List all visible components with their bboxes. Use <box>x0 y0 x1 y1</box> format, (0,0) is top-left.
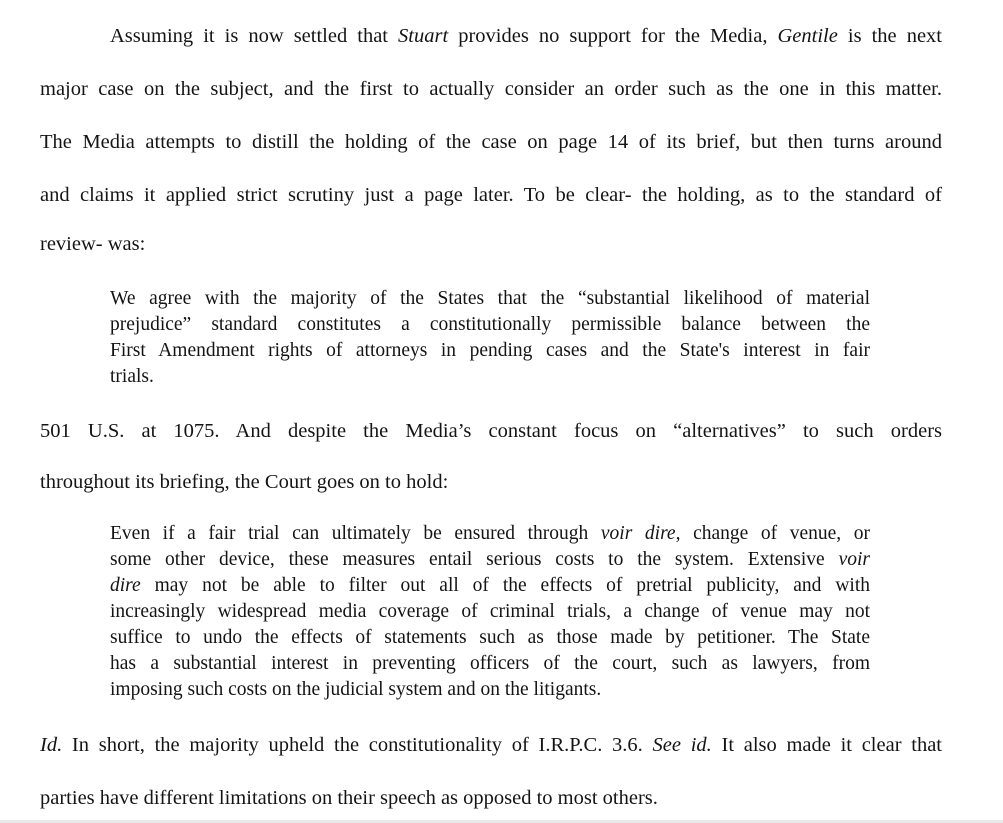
block-quote-2-line-7: imposing such costs on the judicial system and on the litigants. <box>110 679 602 700</box>
text-run: is the next <box>837 25 942 47</box>
case-name-gentile: Gentile <box>777 25 838 47</box>
paragraph-1-line-3: The Media attempts to distill the holding of the case on page 14 of its brief, but then turns around <box>40 131 942 153</box>
text-run: provides no support for the Media, <box>448 25 778 47</box>
block-quote-1-line-1: We agree with the majority of the States that the “substantial likelihood of material <box>110 288 870 309</box>
text-run: Assuming it is now settled that <box>110 25 399 47</box>
block-quote-2-line-3 <box>110 573 870 599</box>
paragraph-2-line-1: 501 U.S. at 1075. And despite the Media’s constant focus on “alternatives” to such orders <box>40 420 942 442</box>
paragraph-1-line-2: major case on the subject, and the first to actually consider an order such as the one in this matter. <box>40 78 942 100</box>
paragraph-1-line-4: and claims it applied strict scrutiny just a page later. To be clear- the holding, as to the standard of <box>40 184 942 206</box>
term-voir: voir <box>838 549 870 570</box>
block-quote-1-line-2: prejudice” standard constitutes a constitutionally permissible balance between the <box>110 314 870 335</box>
text-run: In short, the majority upheld the constitutionality of I.R.P.C. 3.6. <box>62 734 653 756</box>
block-quote-2-line-2 <box>110 547 870 573</box>
paragraph-3-line-2: parties have different limitations on their speech as opposed to most others. <box>40 787 658 809</box>
text-run: Even if a fair trial can ultimately be ensured through <box>110 523 601 544</box>
citation-id: Id. <box>40 734 63 756</box>
text-run: change of venue, or <box>680 523 870 544</box>
block-quote-2-line-6: has a substantial interest in preventing officers of the court, such as lawyers, from <box>110 653 870 674</box>
block-quote-2-line-5: suffice to undo the effects of statements such as those made by petitioner. The State <box>110 627 870 648</box>
block-quote-2-line-4: increasingly widespread media coverage of criminal trials, a change of venue may not <box>110 601 870 622</box>
term-voir-dire: voir dire, <box>600 523 681 544</box>
term-dire: dire <box>110 575 141 596</box>
text-run: may not be able to filter out all of the effects of pretrial publicity, and with <box>140 575 870 596</box>
paragraph-3-line-1 <box>40 732 942 758</box>
block-quote-1-line-3: First Amendment rights of attorneys in pending cases and the State's interest in fair <box>110 340 870 361</box>
paragraph-2-line-2: throughout its briefing, the Court goes on to hold: <box>40 471 449 493</box>
block-quote-2-line-1 <box>110 521 870 547</box>
paragraph-1-line-5: review- was: <box>40 233 146 255</box>
case-name-stuart: Stuart <box>398 25 449 47</box>
paragraph-1-line-1 <box>110 23 942 49</box>
text-run: some other device, these measures entail serious costs to the system. Extensive <box>110 549 839 570</box>
text-run: It also made it clear that <box>711 734 942 756</box>
citation-see-id: See id. <box>652 734 712 756</box>
block-quote-1-line-4: trials. <box>110 366 154 387</box>
